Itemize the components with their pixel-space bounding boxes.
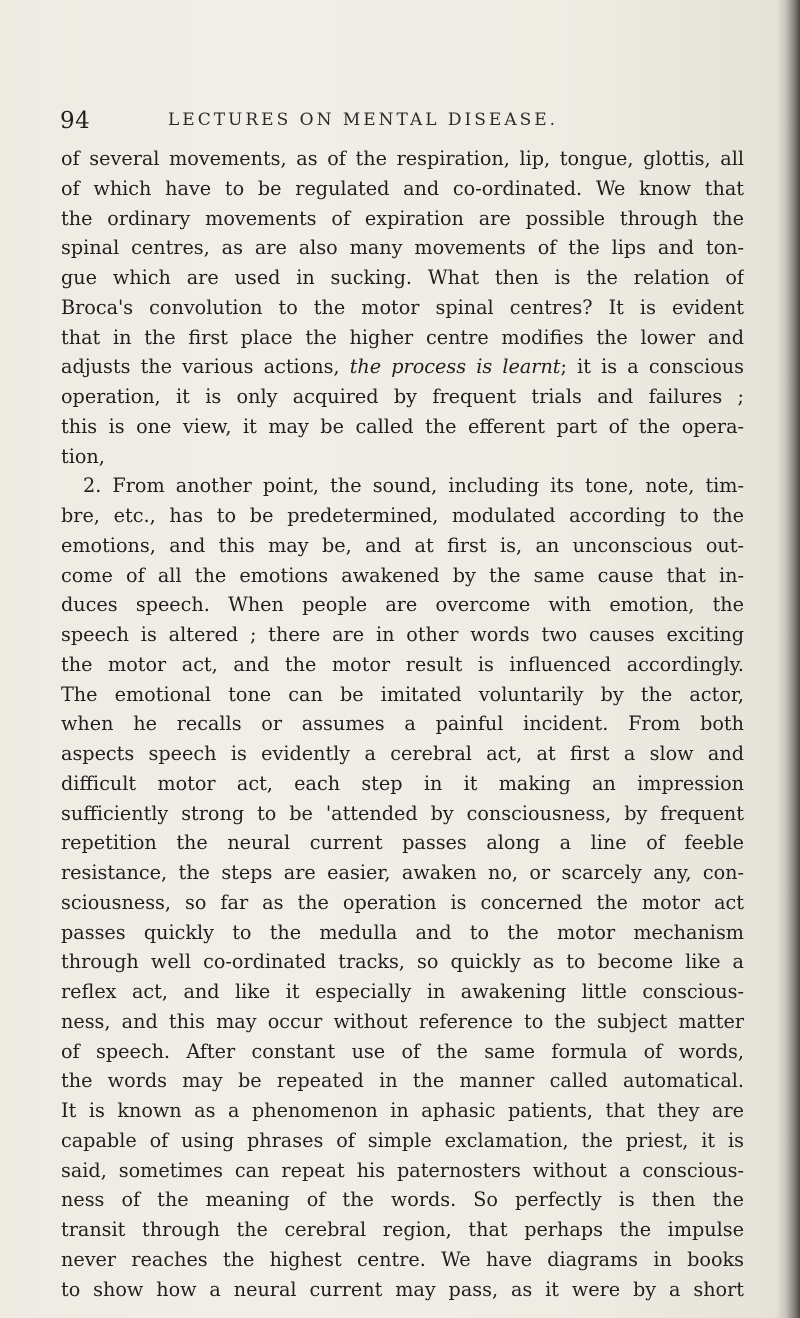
text-line: sciousness, so far as the operation is concerned the motor act (61, 890, 744, 914)
text-line: passes quickly to the medulla and to the motor mechanism (61, 920, 744, 944)
text-line: spinal centres, as are also many movements of the lips and ton- (61, 236, 744, 260)
text-line: the motor act, and the motor result is influenced accordingly. (61, 652, 744, 676)
page-number: 94 (60, 108, 91, 134)
text-line: It is known as a phenomenon in aphasic patients, that they are (61, 1099, 744, 1122)
text-line: ness of the meaning of the words. So perfectly is then the (61, 1188, 744, 1212)
text-line: the ordinary movements of expiration are possible through the (61, 206, 744, 230)
text-line: transit through the cerebral region, that perhaps the impulse (61, 1218, 744, 1241)
text-line: the words may be repeated in the manner called automatical. (61, 1069, 744, 1093)
page-header (60, 108, 740, 138)
text-line: reflex act, and like it especially in awakening little conscious- (61, 980, 744, 1003)
body-text (61, 144, 744, 1304)
text-line: to show how a neural current may pass, as it were by a short (61, 1277, 744, 1301)
text-line: duces speech. When people are overcome with emotion, the (61, 593, 744, 617)
running-head: LECTURES ON MENTAL DISEASE. (168, 110, 559, 130)
text-line: sufficiently strong to be 'attended by consciousness, by frequent (61, 801, 744, 825)
text-line: bre, etc., has to be predetermined, modulated according to the (61, 504, 744, 527)
text-line: come of all the emotions awakened by the same cause that in- (61, 563, 744, 587)
text-line: Broca's convolution to the motor spinal centres? It is evident (61, 295, 744, 319)
text-line: that in the first place the higher centre modifies the lower and (61, 325, 744, 349)
text-line: gue which are used in sucking. What then is the relation of (61, 266, 744, 289)
text-line: said, sometimes can repeat his paternosters without a conscious- (61, 1158, 744, 1182)
text-line: through well co-ordinated tracks, so quickly as to become like a (61, 950, 744, 974)
text-line: of which have to be regulated and co-ordinated. We know that (61, 176, 744, 200)
text-line: resistance, the steps are easier, awaken no, or scarcely any, con- (61, 861, 744, 884)
paragraph-end-line: tion, (61, 444, 105, 468)
text-line: of several movements, as of the respiration, lip, tongue, glottis, all (61, 147, 744, 170)
text-line: capable of using phrases of simple exclamation, the priest, it is (61, 1128, 744, 1152)
text-line: never reaches the highest centre. We have diagrams in books (61, 1247, 744, 1271)
text-line: operation, it is only acquired by frequent trials and failures ; (61, 385, 744, 408)
text-line: difficult motor act, each step in it making an impression (61, 771, 744, 795)
text-run: ; it is a conscious (560, 355, 744, 379)
text-line: emotions, and this may be, and at first is, an unconscious out- (61, 533, 744, 557)
text-line: when he recalls or assumes a painful incident. From both (61, 712, 744, 736)
text-run: adjusts the various actions, (61, 355, 350, 379)
text-line: The emotional tone can be imitated voluntarily by the actor, (61, 682, 744, 706)
text-line: speech is altered ; there are in other words two causes exciting (61, 623, 744, 646)
text-line-with-italic (61, 352, 744, 382)
text-line: ness, and this may occur without reference to the subject matter (61, 1009, 744, 1033)
text-line: aspects speech is evidently a cerebral act, at first a slow and (61, 742, 744, 765)
italic-phrase: the process is learnt (349, 355, 561, 379)
text-line: of speech. After constant use of the same formula of words, (61, 1039, 744, 1063)
text-line: repetition the neural current passes along a line of feeble (61, 831, 744, 855)
page-edge-shadow (786, 0, 800, 1318)
text-line: this is one view, it may be called the efferent part of the opera- (61, 414, 744, 438)
paragraph-start-line: 2. From another point, the sound, including its tone, note, tim- (83, 474, 744, 498)
